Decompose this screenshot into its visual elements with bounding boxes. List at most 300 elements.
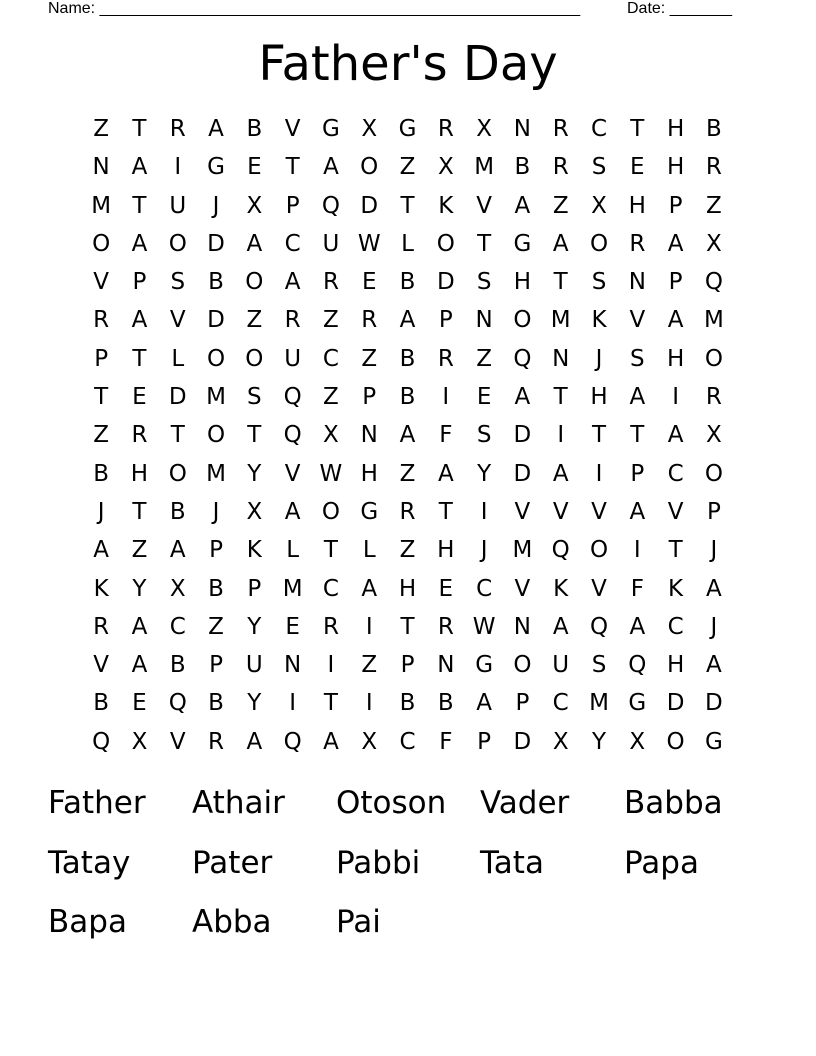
grid-cell: T — [668, 537, 683, 564]
grid-cell: C — [552, 690, 569, 717]
grid-cell: V — [93, 269, 110, 296]
grid-cell: J — [710, 537, 718, 564]
grid-cell: Z — [552, 192, 569, 219]
grid-cell: T — [285, 154, 300, 181]
grid-row — [82, 225, 733, 263]
grid-cell: I — [480, 498, 488, 525]
grid-cell: J — [97, 498, 105, 525]
grid-cell: Z — [323, 307, 339, 334]
grid-cell: T — [477, 230, 492, 257]
grid-cell: J — [710, 613, 718, 640]
grid-cell: A — [514, 384, 531, 411]
grid-cell: Q — [283, 384, 302, 411]
grid-cell: G — [513, 230, 532, 257]
grid-row — [82, 416, 733, 454]
word-list-item: Tatay — [48, 844, 131, 881]
grid-cell: M — [282, 575, 303, 602]
grid-cell: J — [595, 345, 603, 372]
grid-cell: S — [591, 652, 607, 679]
grid-cell: J — [212, 498, 220, 525]
grid-cell: S — [476, 269, 492, 296]
grid-cell: N — [360, 422, 378, 449]
grid-cell: B — [208, 575, 224, 602]
grid-cell: O — [360, 154, 379, 181]
grid-cell: Z — [399, 154, 416, 181]
grid-row — [82, 378, 733, 416]
grid-cell: Q — [92, 728, 111, 755]
grid-row — [82, 493, 733, 531]
grid-cell: F — [439, 422, 453, 449]
grid-cell: K — [93, 575, 109, 602]
grid-cell: X — [591, 192, 607, 219]
grid-row — [82, 608, 733, 646]
grid-cell: A — [131, 307, 148, 334]
grid-cell: C — [322, 575, 339, 602]
grid-cell: O — [704, 460, 723, 487]
grid-cell: P — [209, 537, 223, 564]
grid-cell: O — [589, 230, 609, 257]
grid-cell: Y — [247, 460, 262, 487]
date-field-label: Date: _______ — [627, 0, 732, 17]
grid-cell: B — [93, 690, 110, 717]
grid-cell: V — [591, 498, 607, 525]
grid-cell: O — [168, 460, 187, 487]
grid-cell: N — [552, 345, 570, 372]
grid-cell: V — [284, 116, 301, 142]
grid-cell: R — [361, 307, 378, 334]
grid-cell: B — [706, 116, 722, 142]
word-list-item: Pabbi — [336, 844, 421, 881]
grid-cell: Y — [132, 575, 147, 602]
grid-cell: P — [706, 498, 721, 525]
grid-cell: X — [246, 192, 263, 219]
grid-cell: M — [91, 192, 112, 219]
grid-cell: A — [284, 269, 301, 296]
grid-cell: O — [666, 728, 685, 755]
word-list-item: Abba — [192, 904, 272, 940]
grid-cell: A — [131, 230, 148, 257]
grid-cell: K — [591, 307, 607, 334]
grid-cell: V — [169, 307, 186, 334]
grid-cell: K — [246, 537, 262, 564]
grid-cell: P — [477, 728, 492, 755]
grid-cell: S — [591, 269, 607, 296]
grid-row — [82, 187, 733, 225]
grid-cell: P — [285, 192, 300, 219]
grid-cell: Z — [93, 116, 110, 142]
grid-cell: Q — [321, 192, 340, 219]
grid-cell: H — [666, 116, 685, 142]
grid-cell: B — [208, 269, 224, 296]
grid-cell: A — [552, 460, 569, 487]
grid-cell: Z — [208, 613, 224, 640]
grid-cell: I — [557, 422, 565, 449]
word-list-item: Papa — [624, 844, 699, 881]
grid-cell: C — [667, 613, 684, 640]
grid-cell: A — [629, 613, 646, 640]
grid-cell: V — [476, 192, 492, 219]
grid-cell: Q — [551, 537, 570, 564]
grid-cell: O — [436, 230, 455, 257]
grid-cell: M — [589, 690, 609, 717]
grid-cell: A — [399, 307, 416, 334]
grid-cell: T — [630, 116, 645, 142]
grid-cell: B — [93, 460, 110, 487]
grid-cell: R — [399, 498, 416, 525]
grid-cell: A — [246, 728, 263, 755]
grid-cell: R — [93, 307, 110, 334]
grid-cell: C — [322, 345, 339, 372]
grid-cell: Y — [247, 690, 262, 717]
grid-cell: A — [131, 613, 148, 640]
word-list-item: Vader — [480, 785, 570, 821]
grid-cell: S — [247, 384, 262, 411]
grid-cell: X — [437, 154, 454, 181]
grid-cell: E — [630, 154, 645, 181]
grid-cell: U — [245, 652, 263, 679]
grid-cell: X — [169, 575, 186, 602]
header-fields — [48, 0, 748, 20]
grid-cell: A — [629, 498, 646, 525]
grid-cell: S — [630, 345, 645, 372]
grid-cell: A — [629, 384, 646, 411]
grid-cell: T — [591, 422, 607, 449]
grid-cell: A — [361, 575, 378, 602]
grid-cell: I — [442, 384, 450, 411]
grid-cell: G — [704, 728, 723, 755]
grid-cell: R — [322, 269, 339, 296]
grid-cell: P — [362, 384, 377, 411]
grid-cell: Z — [323, 384, 339, 411]
grid-cell: A — [706, 652, 722, 679]
grid-cell: V — [629, 307, 646, 334]
grid-cell: V — [514, 498, 531, 525]
grid-cell: Z — [131, 537, 148, 564]
grid-cell: Z — [399, 460, 416, 487]
grid-cell: X — [131, 728, 148, 755]
grid-cell: P — [132, 269, 147, 296]
grid-cell: T — [170, 422, 185, 449]
grid-cell: O — [513, 652, 532, 679]
word-list-item: Pater — [192, 844, 273, 881]
grid-cell: R — [629, 230, 646, 257]
grid-cell: Y — [247, 613, 262, 640]
grid-cell: Q — [283, 728, 302, 755]
grid-cell: K — [553, 575, 569, 602]
grid-cell: O — [92, 230, 111, 257]
grid-row — [82, 340, 733, 378]
grid-cell: D — [168, 384, 187, 411]
grid-cell: B — [399, 269, 416, 296]
grid-row — [82, 263, 733, 301]
grid-cell: A — [323, 728, 339, 755]
grid-cell: T — [553, 269, 568, 296]
grid-cell: B — [208, 690, 224, 717]
grid-cell: A — [667, 230, 684, 257]
grid-cell: A — [476, 690, 492, 717]
grid-cell: A — [552, 230, 569, 257]
grid-cell: I — [672, 384, 679, 411]
grid-cell: A — [437, 460, 454, 487]
word-list-item: Pai — [336, 904, 381, 940]
grid-row — [82, 723, 733, 761]
grid-cell: Q — [168, 690, 187, 717]
grid-cell: X — [476, 116, 492, 142]
grid-cell: Q — [513, 345, 532, 372]
grid-cell: K — [668, 575, 684, 602]
grid-cell: O — [321, 498, 340, 525]
grid-cell: K — [438, 192, 454, 219]
grid-cell: Y — [477, 460, 492, 487]
grid-cell: P — [94, 345, 109, 372]
grid-cell: D — [513, 422, 532, 449]
grid-row — [82, 531, 733, 569]
grid-cell: Q — [704, 269, 723, 296]
grid-cell: B — [399, 690, 416, 717]
grid-cell: D — [513, 728, 532, 755]
grid-cell: O — [206, 422, 226, 449]
grid-cell: S — [170, 269, 186, 296]
grid-cell: P — [400, 652, 415, 679]
grid-cell: R — [437, 116, 454, 142]
page-title: Father's Day — [258, 36, 558, 92]
grid-cell: A — [667, 422, 684, 449]
grid-cell: R — [552, 154, 569, 181]
grid-cell: A — [131, 652, 148, 679]
grid-cell: H — [437, 537, 455, 564]
grid-cell: T — [247, 422, 262, 449]
grid-cell: P — [515, 690, 530, 717]
grid-cell: B — [399, 345, 416, 372]
grid-cell: N — [284, 652, 302, 679]
grid-cell: I — [595, 460, 603, 487]
grid-cell: V — [667, 498, 684, 525]
grid-cell: H — [513, 269, 532, 296]
grid-cell: T — [94, 384, 109, 411]
grid-cell: H — [590, 384, 608, 411]
grid-cell: W — [472, 613, 496, 640]
grid-cell: O — [513, 307, 532, 334]
grid-cell: I — [174, 154, 182, 181]
grid-cell: M — [550, 307, 571, 334]
grid-cell: V — [514, 575, 531, 602]
grid-cell: A — [169, 537, 186, 564]
grid-cell: B — [169, 652, 186, 679]
grid-row — [82, 646, 733, 684]
grid-cell: G — [475, 652, 494, 679]
grid-cell: O — [589, 537, 609, 564]
grid-cell: C — [169, 613, 186, 640]
grid-cell: I — [327, 652, 335, 679]
word-list — [48, 774, 768, 953]
grid-cell: C — [399, 728, 416, 755]
grid-cell: D — [513, 460, 532, 487]
grid-cell: X — [706, 422, 722, 449]
grid-cell: T — [323, 537, 338, 564]
grid-cell: G — [398, 116, 417, 142]
grid-cell: T — [132, 116, 147, 142]
grid-cell: M — [512, 537, 533, 564]
grid-cell: V — [169, 728, 186, 755]
grid-cell: G — [628, 690, 647, 717]
grid-cell: L — [401, 230, 414, 257]
grid-cell: I — [365, 613, 373, 640]
grid-cell: X — [552, 728, 569, 755]
grid-cell: R — [208, 728, 225, 755]
grid-row — [82, 455, 733, 493]
grid-cell: X — [361, 116, 378, 142]
grid-cell: M — [206, 460, 226, 487]
grid-cell: Q — [589, 613, 609, 640]
grid-cell: T — [132, 345, 147, 372]
grid-cell: D — [207, 307, 225, 334]
grid-cell: X — [323, 422, 339, 449]
grid-cell: L — [286, 537, 300, 564]
grid-cell: A — [284, 498, 301, 525]
grid-cell: S — [591, 154, 607, 181]
grid-cell: W — [319, 460, 343, 487]
grid-cell: I — [289, 690, 297, 717]
grid-cell: X — [361, 728, 378, 755]
grid-cell: G — [360, 498, 379, 525]
grid-cell: G — [207, 154, 225, 181]
grid-cell: R — [169, 116, 186, 142]
grid-cell: Q — [283, 422, 302, 449]
grid-cell: O — [704, 345, 723, 372]
grid-cell: P — [209, 652, 223, 679]
grid-cell: Z — [706, 192, 722, 219]
grid-cell: X — [706, 230, 722, 257]
word-list-item: Bapa — [48, 904, 127, 940]
grid-cell: O — [206, 345, 226, 372]
grid-cell: H — [360, 460, 378, 487]
grid-cell: W — [357, 230, 381, 257]
grid-cell: B — [399, 384, 416, 411]
grid-cell: A — [246, 230, 263, 257]
word-list-item: Otoson — [336, 785, 447, 821]
grid-cell: S — [476, 422, 492, 449]
grid-row — [82, 684, 733, 722]
grid-cell: N — [628, 269, 646, 296]
grid-cell: H — [628, 192, 646, 219]
grid-cell: E — [132, 384, 147, 411]
grid-cell: R — [437, 613, 454, 640]
grid-cell: N — [437, 652, 455, 679]
grid-cell: Z — [246, 307, 263, 334]
grid-cell: R — [93, 613, 110, 640]
grid-cell: U — [284, 345, 302, 372]
word-list-item: Babba — [624, 785, 723, 821]
grid-cell: R — [705, 154, 722, 181]
grid-cell: P — [438, 307, 453, 334]
grid-cell: H — [666, 154, 685, 181]
grid-cell: Y — [591, 728, 607, 755]
grid-cell: R — [552, 116, 569, 142]
grid-cell: R — [437, 345, 454, 372]
grid-cell: O — [245, 269, 264, 296]
grid-cell: N — [475, 307, 493, 334]
word-list-item: Father — [48, 785, 146, 821]
grid-cell: C — [476, 575, 493, 602]
grid-cell: T — [132, 498, 147, 525]
grid-cell: R — [705, 384, 722, 411]
grid-cell: B — [514, 154, 531, 181]
grid-cell: L — [362, 537, 376, 564]
grid-cell: J — [480, 537, 488, 564]
grid-cell: Z — [361, 652, 378, 679]
grid-cell: X — [246, 498, 263, 525]
grid-cell: N — [513, 116, 532, 142]
grid-cell: G — [322, 116, 340, 142]
grid-cell: A — [667, 307, 684, 334]
grid-cell: T — [400, 613, 415, 640]
grid-cell: C — [284, 230, 301, 257]
grid-cell: P — [668, 269, 683, 296]
grid-cell: P — [668, 192, 683, 219]
grid-cell: A — [514, 192, 531, 219]
grid-cell: E — [132, 690, 147, 717]
grid-cell: B — [437, 690, 454, 717]
grid-cell: X — [629, 728, 646, 755]
grid-cell: E — [438, 575, 454, 602]
grid-cell: P — [247, 575, 262, 602]
grid-cell: B — [246, 116, 263, 142]
grid-cell: F — [439, 728, 453, 755]
grid-cell: T — [553, 384, 568, 411]
grid-cell: C — [590, 116, 608, 142]
grid-cell: I — [633, 537, 641, 564]
grid-cell: C — [667, 460, 684, 487]
grid-cell: D — [705, 690, 723, 717]
grid-cell: A — [131, 154, 148, 181]
grid-cell: A — [399, 422, 416, 449]
grid-cell: A — [93, 537, 110, 564]
grid-row — [82, 301, 733, 339]
grid-cell: B — [169, 498, 186, 525]
grid-cell: E — [285, 613, 300, 640]
grid-cell: P — [630, 460, 645, 487]
grid-cell: N — [92, 154, 110, 181]
grid-cell: D — [436, 269, 455, 296]
grid-cell: M — [474, 154, 495, 181]
name-field-label: Name: ______________________________________________________ — [48, 0, 581, 17]
grid-cell: R — [284, 307, 301, 334]
grid-cell: E — [247, 154, 262, 181]
grid-cell: E — [476, 384, 492, 411]
grid-cell: A — [552, 613, 569, 640]
grid-cell: L — [171, 345, 185, 372]
grid-cell: Z — [361, 345, 378, 372]
grid-cell: H — [666, 652, 685, 679]
word-list-item: Athair — [192, 785, 285, 821]
grid-cell: N — [513, 613, 532, 640]
grid-cell: U — [552, 652, 570, 679]
grid-cell: O — [168, 230, 187, 257]
grid-cell: T — [323, 690, 338, 717]
grid-cell: E — [361, 269, 377, 296]
grid-cell: A — [323, 154, 339, 181]
word-list-item: Tata — [480, 844, 544, 881]
grid-cell: D — [207, 230, 225, 257]
grid-cell: Q — [628, 652, 647, 679]
grid-cell: H — [398, 575, 417, 602]
grid-cell: Z — [476, 345, 492, 372]
letter-grid — [82, 110, 733, 761]
grid-cell: U — [322, 230, 340, 257]
grid-cell: V — [552, 498, 569, 525]
grid-cell: M — [703, 307, 724, 334]
grid-cell: Z — [399, 537, 416, 564]
